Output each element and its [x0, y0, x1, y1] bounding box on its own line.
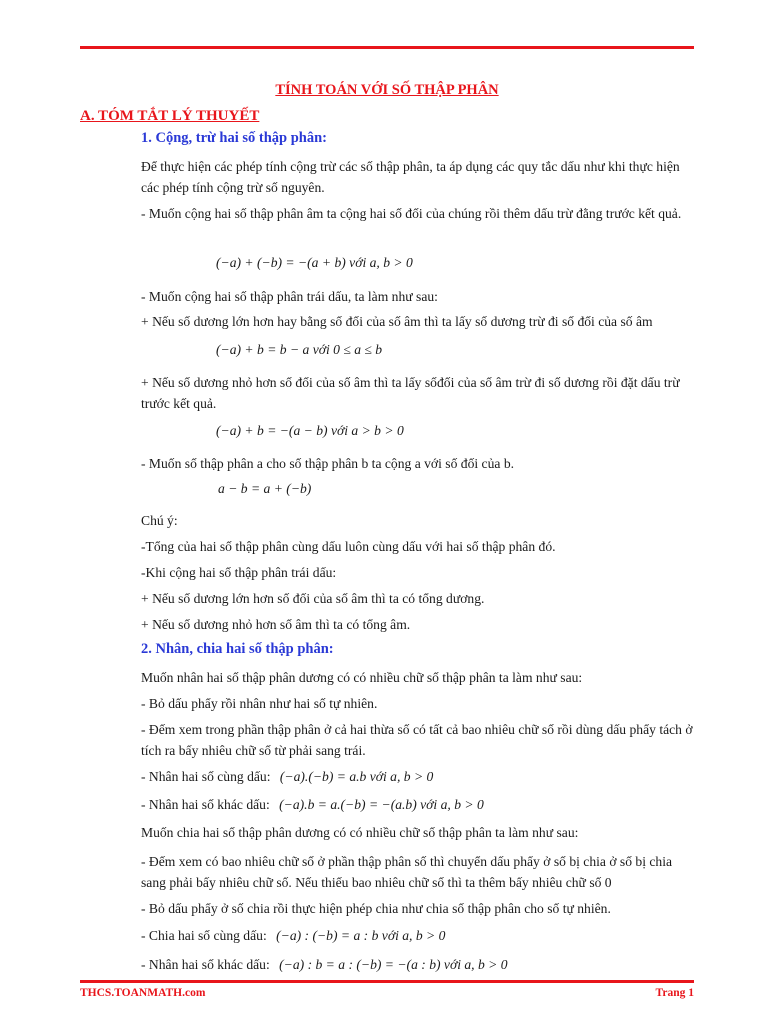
paragraph: - Muốn số thập phân a cho số thập phân b ta cộng a với số đối của b. — [141, 456, 515, 471]
document-title: TÍNH TOÁN VỚI SỐ THẬP PHÂN — [275, 82, 499, 98]
paragraph: + Nếu số dương nhỏ hơn số đối của số âm thì ta lấy sốđối của số âm trừ đi số dương rồi đặt dấu trừ trước kết quả. — [141, 375, 680, 411]
rule-line — [141, 794, 694, 815]
formula: (−a).b = a.(−b) = −(a.b) với a, b > 0 — [279, 797, 484, 812]
formula: (−a).(−b) = a.b với a, b > 0 — [279, 769, 434, 784]
formula: (−a) : b = a : (−b) = −(a : b) với a, b > 0 — [279, 957, 508, 972]
paragraph: - Muốn cộng hai số thập phân trái dấu, ta làm như sau: — [141, 289, 438, 304]
formula: a − b = a + (−b) — [218, 481, 312, 496]
paragraph: Để thực hiện các phép tính cộng trừ các số thập phân, ta áp dụng các quy tắc dấu như khi thực hiện các phép tính cộng trừ số nguyên. — [141, 159, 680, 195]
rule-line — [141, 925, 694, 946]
rule-label: - Nhân hai số cùng dấu: — [141, 769, 271, 784]
paragraph: - Đếm xem trong phần thập phân ở cả hai thừa số có tất cả bao nhiêu chữ số rồi dùng dấu phẩy tách ở tích ra bấy nhiêu chữ số từ phải sang trái. — [141, 722, 693, 758]
section-a-heading: A. TÓM TẮT LÝ THUYẾT — [80, 108, 260, 124]
paragraph: - Bỏ dấu phẩy ở số chia rồi thực hiện phép chia như chia số thập phân cho số tự nhiên. — [141, 901, 611, 916]
paragraph: Muốn chia hai số thập phân dương có có nhiều chữ số thập phân ta làm như sau: — [141, 825, 579, 840]
subheading-add-subtract: 1. Cộng, trừ hai số thập phân: — [141, 130, 327, 146]
paragraph: - Bỏ dấu phẩy rồi nhân như hai số tự nhiên. — [141, 696, 378, 711]
bottom-red-rule — [80, 980, 694, 983]
top-red-rule — [80, 46, 694, 49]
paragraph: + Nếu số dương lớn hơn số đối của số âm thì ta có tổng dương. — [141, 591, 485, 606]
paragraph: -Tổng của hai số thập phân cùng dấu luôn cùng dấu với hai số thập phân đó. — [141, 539, 556, 554]
paragraph: Muốn nhân hai số thập phân dương có có nhiều chữ số thập phân ta làm như sau: — [141, 670, 583, 685]
formula: (−a) : (−b) = a : b với a, b > 0 — [276, 928, 446, 943]
rule-label: - Nhân hai số khác dấu: — [141, 797, 270, 812]
footer-page-number: Trang 1 — [655, 987, 694, 999]
formula: (−a) + (−b) = −(a + b) với a, b > 0 — [216, 255, 413, 270]
rule-line — [141, 766, 694, 787]
paragraph: Chú ý: — [141, 513, 178, 528]
paragraph: + Nếu số dương lớn hơn hay bằng số đối của số âm thì ta lấy số dương trừ đi số đối của số âm — [141, 314, 653, 329]
subheading-multiply-divide: 2. Nhân, chia hai số thập phân: — [141, 641, 334, 657]
formula: (−a) + b = −(a − b) với a > b > 0 — [216, 423, 404, 438]
paragraph: -Khi cộng hai số thập phân trái dấu: — [141, 565, 337, 580]
paragraph: - Muốn cộng hai số thập phân âm ta cộng hai số đối của chúng rồi thêm dấu trừ đằng trước kết quả. — [141, 206, 682, 221]
rule-line — [141, 954, 694, 975]
paragraph: - Đếm xem có bao nhiêu chữ số ở phần thập phân số thì chuyển dấu phẩy ở số bị chia ở số bị chia sang phải bấy nhiêu chữ số. Nếu thiếu bao nhiêu chữ số thì ta thêm bấy nhiêu chữ số 0 — [141, 854, 673, 890]
footer-site-link[interactable]: THCS.TOANMATH.com — [80, 987, 206, 999]
rule-label: - Chia hai số cùng dấu: — [141, 928, 267, 943]
formula: (−a) + b = b − a với 0 ≤ a ≤ b — [216, 342, 383, 357]
paragraph: + Nếu số dương nhỏ hơn số âm thì ta có tổng âm. — [141, 617, 411, 632]
rule-label: - Nhân hai số khác dấu: — [141, 957, 270, 972]
